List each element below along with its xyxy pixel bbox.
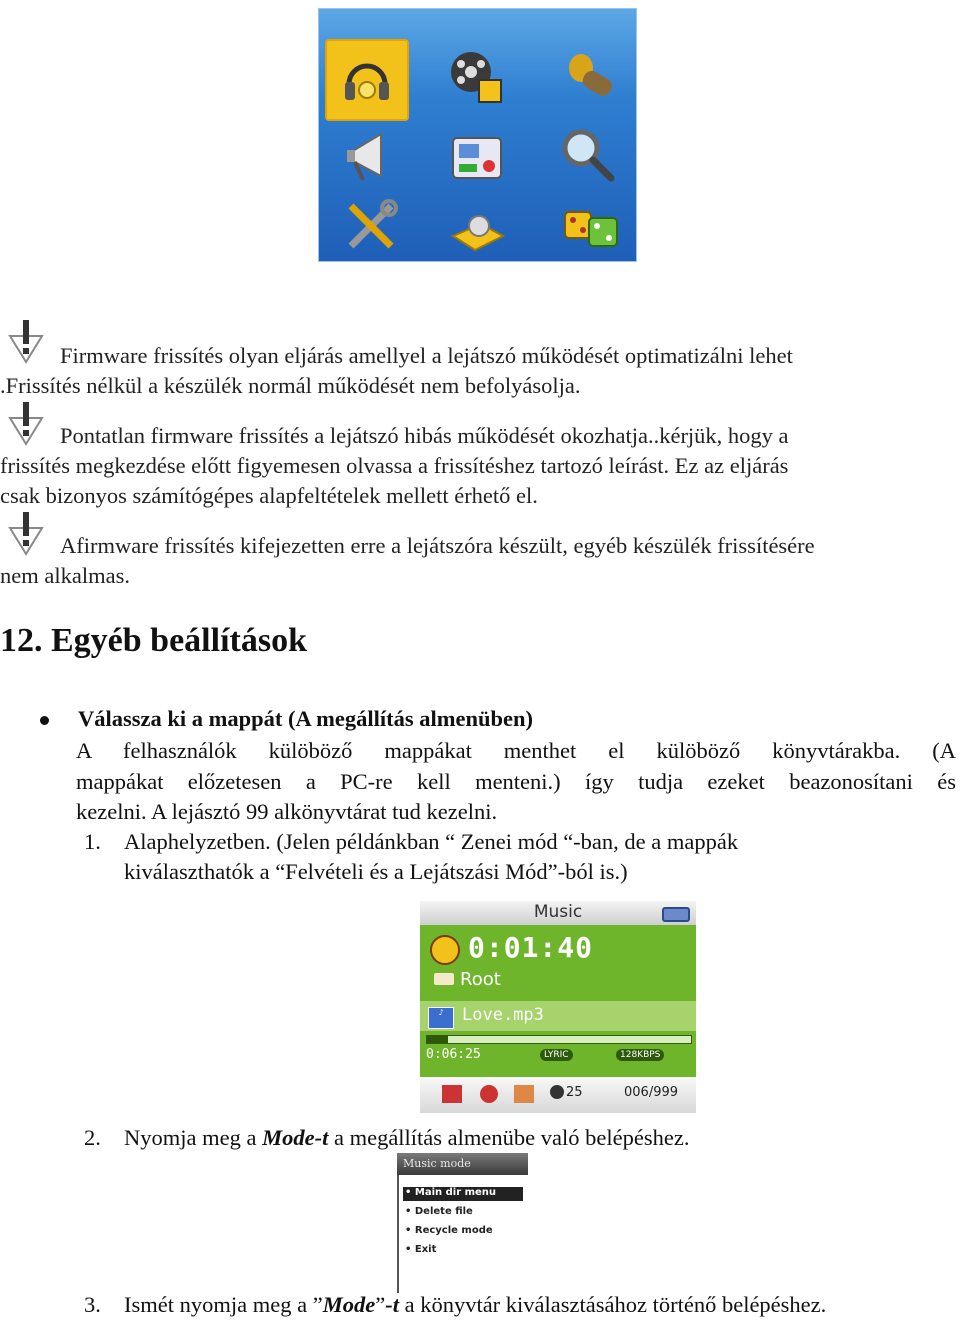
step-2-text-pre: Nyomja meg a — [124, 1125, 263, 1150]
folder-name: Root — [460, 969, 501, 990]
mode-menu-item-2[interactable]: • Delete file — [405, 1206, 473, 1217]
progress-bar — [426, 1035, 692, 1044]
volume-icon — [550, 1085, 564, 1099]
battery-icon — [662, 907, 690, 922]
step-2-number: 2. — [84, 1125, 101, 1150]
step-3-text-post: a könyvtár kiválasztásához történő belépéshez. — [398, 1292, 827, 1317]
tools-icon — [331, 187, 411, 262]
music-screen-title: Music — [533, 902, 583, 922]
warning-icon — [6, 318, 46, 366]
step-3-text-pre: Ismét nyomja meg a ” — [124, 1292, 323, 1317]
step-3-text — [124, 1290, 826, 1320]
headphones-icon — [325, 39, 409, 121]
mode-menu-item-1[interactable]: • Main dir menu — [405, 1187, 497, 1198]
megaphone-icon — [333, 117, 413, 195]
film-icon — [437, 39, 517, 117]
step-2-text — [124, 1123, 689, 1153]
note-3-line-1: Afirmware frissítés kifejezetten erre a lejátszóra készült, egyéb készülék frissítésére — [60, 533, 815, 558]
section-heading: 12. Egyéb beállítások — [0, 622, 307, 659]
repeat-icon — [480, 1085, 498, 1103]
mode-menu-title: Music mode — [403, 1157, 471, 1170]
note-2-line-1: Pontatlan firmware frissítés a lejátszó hibás működését okozhatja..kérjük, hogy a — [60, 423, 789, 448]
lyric-badge: LYRIC — [540, 1049, 573, 1061]
note-1-line-2: .Frissítés nélkül a készülék normál működését nem befolyásolja. — [0, 373, 581, 398]
step-2-text-em: Mode-t — [262, 1125, 329, 1150]
step-3-text-mid: ” — [375, 1292, 386, 1317]
step-1-line-1: Alaphelyzetben. (Jelen példánkban “ Zenei mód “-ban, de a mappák — [124, 829, 739, 854]
radio-icon — [437, 115, 517, 193]
warning-icon — [6, 400, 46, 448]
step-1-line-2: kiválaszthatók a “Felvételi és a Lejátszási Mód”-ból is.) — [124, 859, 628, 884]
mp3-file-icon: ♪ — [428, 1007, 454, 1029]
record-icon — [514, 1085, 534, 1103]
step-1-text — [124, 827, 738, 887]
note-1-line-1: Firmware frissítés olyan eljárás amellyel a lejátszó működését optimatizálni lehet — [60, 343, 793, 368]
bitrate-badge: 128KBPS — [616, 1049, 664, 1061]
step-1-number: 1. — [84, 829, 101, 854]
magnifier-icon — [547, 115, 627, 193]
elapsed-time: 0:06:25 — [426, 1047, 481, 1062]
mode-menu-item-4[interactable]: • Exit — [405, 1244, 437, 1255]
play-time: 0:01:40 — [468, 931, 594, 964]
note-2-line-2: frissítés megkezdése előtt figyemesen olvassa a frissítéshez tartozó leírást. Ez az eljárás — [0, 453, 789, 478]
step-2-text-post: a megállítás almenübe való belépéshez. — [328, 1125, 690, 1150]
music-mode-menu-screenshot — [397, 1153, 528, 1293]
step-3-number: 3. — [84, 1292, 101, 1317]
step-3-text-em2: -t — [385, 1292, 399, 1317]
volume-level: 25 — [566, 1085, 583, 1100]
disc-icon — [430, 935, 460, 965]
warning-icon — [6, 510, 46, 558]
mode-menu-item-3[interactable]: • Recycle mode — [405, 1225, 493, 1236]
music-mode-screenshot — [420, 901, 696, 1113]
bullet-dot — [40, 716, 49, 725]
dice-icon — [551, 187, 631, 262]
bullet-paragraph-line-2: mappákat előzetesen a PC-re kell menteni.) így tudja ezeket beazonosítani és — [76, 768, 956, 794]
note-2-line-3: csak bizonyos számítógépes alapfeltételek mellett érhető el. — [0, 483, 538, 508]
book-icon — [437, 189, 517, 262]
track-counter: 006/999 — [624, 1085, 679, 1100]
bullet-title: Válassza ki a mappát (A megállítás almenüben) — [78, 706, 534, 731]
player-main-menu-screenshot — [318, 8, 637, 262]
microphone-icon — [551, 39, 631, 117]
bullet-paragraph-line-1: A felhasználók külöböző mappákat menthet el külöböző könyvtárakba. (A — [76, 738, 956, 763]
file-name: Love.mp3 — [462, 1005, 544, 1025]
eq-icon — [442, 1085, 462, 1103]
folder-icon — [434, 973, 454, 985]
note-3-line-2: nem alkalmas. — [0, 563, 130, 588]
step-3-text-em: Mode — [322, 1292, 376, 1317]
bullet-paragraph-line-3: kezelni. A lejásztó 99 alkönyvtárat tud kezelni. — [76, 799, 498, 824]
bullet-paragraph — [76, 736, 956, 828]
